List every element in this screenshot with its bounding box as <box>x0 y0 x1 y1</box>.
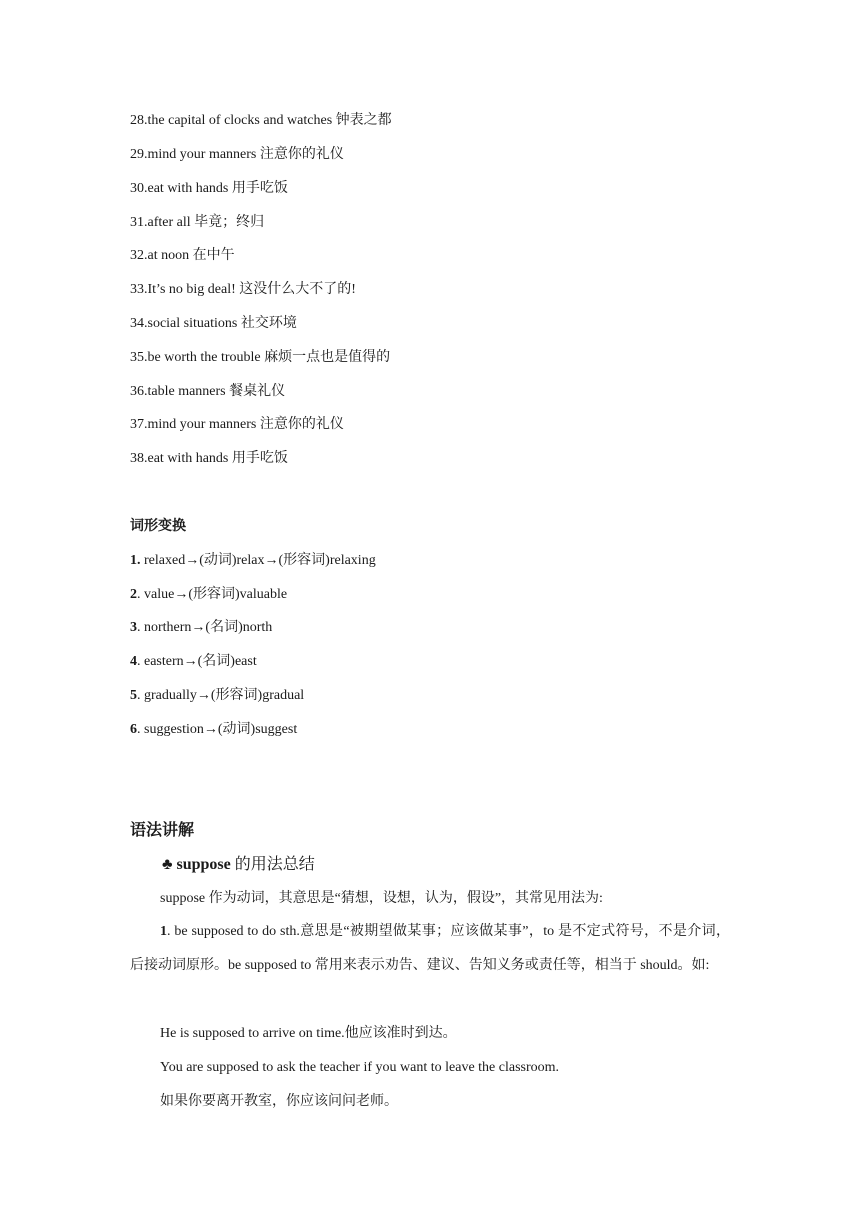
phrase-item: 29.mind your manners 注意你的礼仪 <box>130 147 344 162</box>
word-form-item: 1. relaxed→(动词)relax→(形容词)relaxing <box>130 553 376 568</box>
phrase-item: 35.be worth the trouble 麻烦一点也是值得的 <box>130 350 391 365</box>
club-icon: ♣ <box>162 856 173 873</box>
phrase-item: 36.table manners 餐桌礼仪 <box>130 384 286 399</box>
phrase-item: 31.after all 毕竟；终归 <box>130 215 265 230</box>
word-form-item: 3. northern→(名词)north <box>130 620 273 635</box>
phrase-item: 37.mind your manners 注意你的礼仪 <box>130 417 344 432</box>
phrase-item: 30.eat with hands 用手吃饭 <box>130 181 288 196</box>
word-form-item: 4. eastern→(名词)east <box>130 654 257 669</box>
phrase-item: 33.It’s no big deal! 这没什么大不了的! <box>130 282 356 297</box>
grammar-intro: suppose 作为动词，其意思是“猜想，设想，认为，假设”，其常见用法为: <box>160 891 603 906</box>
word-form-item: 2. value→(形容词)valuable <box>130 587 288 602</box>
suppose-subheading: ♣ suppose 的用法总结 <box>162 856 315 873</box>
grammar-point-1: 1. be supposed to do sth.意思是“被期望做某事；应该做某事”，to 是不定式符号，不是介词，后接动词原形。be supposed to 常用来表示劝告、建议、告知义务或责任等，相当于 should。如: <box>130 924 730 973</box>
phrase-item: 32.at noon 在中午 <box>130 248 235 263</box>
phrase-item: 38.eat with hands 用手吃饭 <box>130 451 288 466</box>
example-translation: 如果你要离开教室，你应该问问老师。 <box>160 1094 398 1109</box>
word-form-item: 6. suggestion→(动词)suggest <box>130 722 298 737</box>
word-form-item: 5. gradually→(形容词)gradual <box>130 688 305 703</box>
example-sentence: He is supposed to arrive on time.他应该准时到达。 <box>160 1026 457 1041</box>
word-forms-heading: 词形变换 <box>130 519 186 534</box>
phrase-item: 34.social situations 社交环境 <box>130 316 297 331</box>
example-sentence: You are supposed to ask the teacher if you want to leave the classroom. <box>160 1060 560 1075</box>
grammar-heading: 语法讲解 <box>130 822 195 839</box>
phrase-item: 28.the capital of clocks and watches 钟表之都 <box>130 113 392 128</box>
